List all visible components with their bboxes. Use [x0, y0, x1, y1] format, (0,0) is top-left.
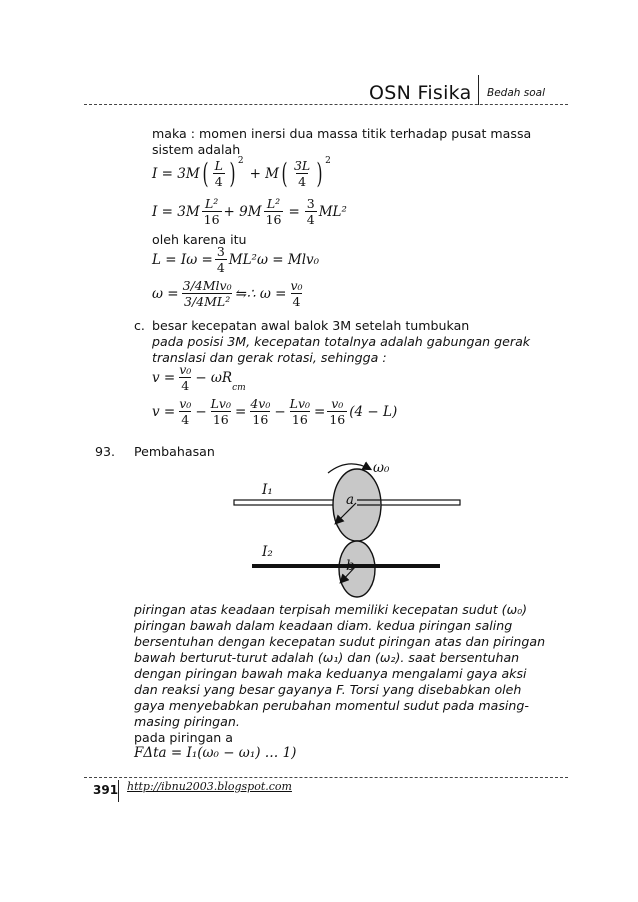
eq2-tail: ML²: [318, 203, 347, 220]
eq4-lhs: ω =: [152, 285, 179, 302]
equation-3: [152, 244, 319, 275]
body-line-6: dan reaksi yang besar gayanya F. Torsi yang disebabkan oleh: [134, 682, 522, 697]
radius-b-label: b: [346, 558, 355, 574]
eq2-f1-den: 16: [203, 212, 220, 227]
eq4-num: 3/4Mlv₀: [182, 278, 232, 293]
body-line-8: masing piringan.: [134, 714, 240, 729]
eq1-pow-1: 2: [237, 156, 244, 166]
body-line-5: dengan piringan bawah maka keduanya mengalami gaya aksi: [134, 666, 527, 681]
eq1-lhs: I = 3M: [152, 165, 200, 182]
eq1-fraction-2: [292, 158, 312, 189]
part-c-line-2: pada posisi 3M, kecepatan totalnya adalah gabungan gerak: [152, 334, 531, 349]
body-line-1: piringan atas keadaan terpisah memiliki kecepatan sudut (ω₀): [134, 602, 528, 617]
oleh-karena-itu: oleh karena itu: [152, 232, 247, 247]
eq5-lhs: v =: [152, 369, 176, 386]
eq2-f2-den: 16: [265, 212, 282, 227]
eq1-f2-den: 4: [298, 174, 307, 189]
problem-title: Pembahasan: [134, 444, 215, 459]
page-number: 391: [93, 783, 119, 797]
eq1-f1-num: L: [214, 158, 223, 173]
blog-link[interactable]: http://ibnu2003.blogspot.com: [127, 780, 292, 793]
eq1-fraction-1: [213, 158, 225, 189]
part-c-line-3: translasi dan gerak rotasi, sehingga :: [152, 350, 387, 365]
omega-label: ω₀: [373, 460, 390, 476]
eq4-f2-num: v₀: [290, 278, 303, 293]
eq6-op-4: =: [314, 403, 326, 420]
eq6-f1-den: 4: [181, 412, 190, 427]
eq3-den: 4: [216, 260, 225, 275]
eq6-f4-num: Lv₀: [289, 396, 311, 411]
eq6-f1-num: v₀: [179, 396, 192, 411]
problem-number: 93.: [95, 444, 116, 459]
eq6-lhs: v =: [152, 403, 176, 420]
eq2-mid: + 9M: [223, 203, 262, 220]
eq1-f1-den: 4: [214, 174, 223, 189]
equation-5: [152, 362, 246, 393]
eq6-f5-den: 16: [329, 412, 346, 427]
part-c-label: c.: [134, 318, 145, 333]
eq1-pow-2: 2: [325, 156, 331, 166]
eq6-op-1: −: [195, 403, 207, 420]
body-line-7: gaya menyebabkan perubahan momentul sudut pada masing-: [134, 698, 529, 713]
equation-4: [152, 278, 307, 309]
footer-divider: [84, 777, 568, 778]
eq6-f3-num: 4v₀: [250, 396, 271, 411]
eq5-tail: − ωR: [195, 369, 233, 386]
eq2-f3-num: 3: [306, 196, 315, 211]
body-equation: FΔta = I₁(ω₀ − ω₁) … 1): [134, 745, 297, 761]
eq5-sub: cm: [232, 383, 246, 393]
header-title: OSN Fisika: [369, 82, 472, 104]
part-c-line-1: besar kecepatan awal balok 3M setelah tumbukan: [152, 318, 470, 333]
eq6-f3-den: 16: [252, 412, 269, 427]
eq6-op-3: −: [274, 403, 286, 420]
eq1-mid: + M: [249, 165, 279, 182]
eq3-num: 3: [216, 244, 225, 259]
eq2-f3-den: 4: [306, 212, 315, 227]
eq6-f4-den: 16: [291, 412, 308, 427]
eq6-tail: (4 − L): [349, 403, 398, 420]
eq4-den: 3/4ML²: [184, 294, 231, 309]
eq6-f2-den: 16: [212, 412, 229, 427]
radius-a-label: a: [346, 492, 355, 508]
header-divider: [84, 104, 568, 105]
i1-label: I₁: [262, 482, 273, 498]
i2-label: I₂: [262, 544, 273, 560]
footer-separator: [118, 780, 119, 802]
eq4-f2-den: 4: [292, 294, 301, 309]
header-subtitle: Bedah soal: [487, 87, 546, 99]
eq3-lhs: L = Iω =: [152, 251, 213, 268]
eq2-lhs: I = 3M: [152, 203, 200, 220]
eq1-f2-num: 3L: [293, 158, 311, 173]
eq5-num: v₀: [179, 362, 192, 377]
eq2-equals: =: [288, 203, 300, 220]
disc-diagram: [220, 455, 480, 605]
body-line-3: bersentuhan dengan kecepatan sudut piringan atas dan piringan: [134, 634, 546, 649]
equation-1: I = 3M ( $\frac{L}{4}$ ) $^2$ + M ( $\frac{3L}{4}$ ) $^2$: [152, 156, 331, 190]
intro-line-1: maka : momen inersi dua massa titik terhadap pusat massa: [152, 126, 532, 141]
eq2-f1-num: L²: [204, 196, 219, 211]
equation-6: [152, 396, 397, 427]
intro-line-2: sistem adalah: [152, 142, 241, 157]
eq6-f5-num: v₀: [331, 396, 344, 411]
eq5-den: 4: [181, 378, 190, 393]
header-separator: [478, 75, 479, 105]
eq4-mid: ⇋∴ ω =: [235, 285, 287, 302]
eq3-tail: ML²ω = Mlv₀: [228, 251, 320, 268]
eq6-f2-num: Lv₀: [210, 396, 231, 411]
eq6-op-2: =: [235, 403, 247, 420]
lower-disc: [339, 541, 375, 597]
body-line-2: piringan bawah dalam keadaan diam. kedua piringan saling: [134, 618, 513, 633]
body-line-9: pada piringan a: [134, 730, 233, 745]
body-line-4: bawah berturut-turut adalah (ω₁) dan (ω₂). saat bersentuhan: [134, 650, 520, 665]
equation-2: [152, 196, 347, 227]
eq2-f2-num: L²: [266, 196, 281, 211]
